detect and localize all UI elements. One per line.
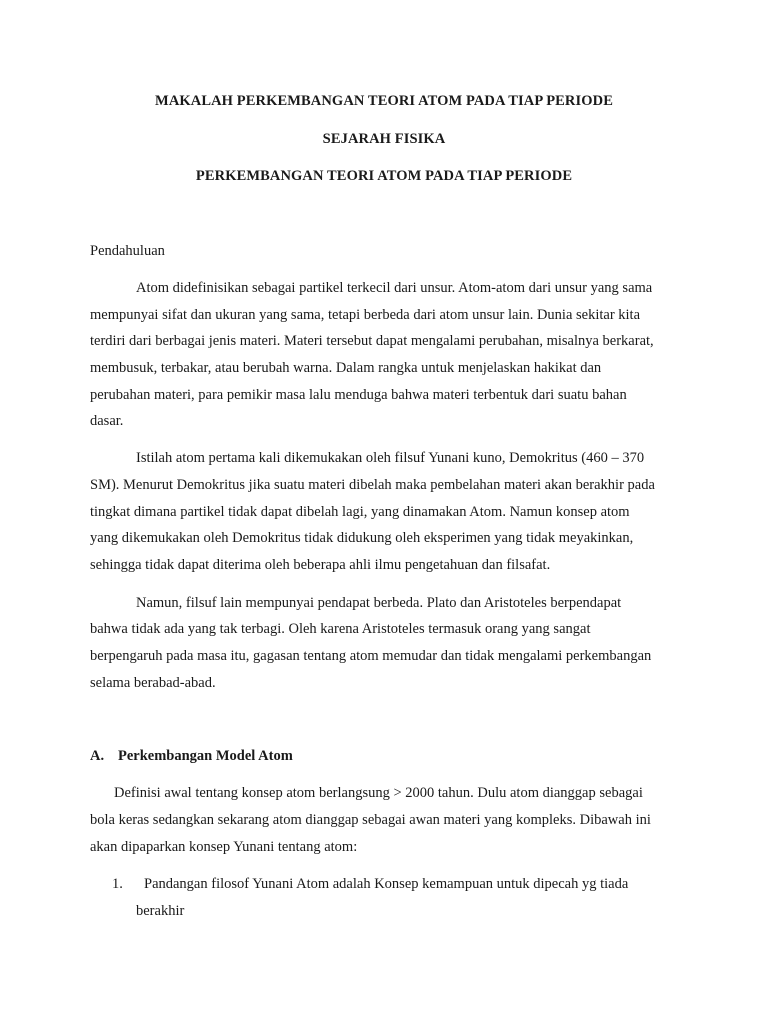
section-heading-a	[90, 748, 293, 765]
paragraph-line: selama berabad-abad.	[90, 675, 216, 691]
paragraph-line: perubahan materi, para pemikir masa lalu menduga bahwa materi terbentuk dari suatu bahan	[90, 387, 627, 403]
paragraph-line: Definisi awal tentang konsep atom berlangsung > 2000 tahun. Dulu atom dianggap sebagai	[114, 785, 643, 801]
paragraph-line: tingkat dimana partikel tidak dapat dibelah lagi, yang dinamakan Atom. Namun konsep atom	[90, 504, 630, 520]
list-item-line: Pandangan filosof Yunani Atom adalah Konsep kemampuan untuk dipecah yg tiada	[144, 876, 629, 892]
paragraph-line: Namun, filsuf lain mempunyai pendapat berbeda. Plato dan Aristoteles berpendapat	[136, 595, 622, 611]
document-topic-title: PERKEMBANGAN TEORI ATOM PADA TIAP PERIODE	[195, 168, 573, 184]
list-number: 1.	[112, 876, 123, 892]
document-title: MAKALAH PERKEMBANGAN TEORI ATOM PADA TIAP PERIODE	[155, 93, 613, 109]
paragraph-line: membusuk, terbakar, atau berubah warna. Dalam rangka untuk menjelaskan hakikat dan	[90, 360, 602, 376]
paragraph-line: bola keras sedangkan sekarang atom dianggap sebagai awan materi yang kompleks. Dibawah ini	[90, 812, 651, 828]
paragraph-line: bahwa tidak ada yang tak terbagi. Oleh karena Aristoteles termasuk orang yang sangat	[90, 621, 591, 637]
paragraph-line: Atom didefinisikan sebagai partikel terkecil dari unsur. Atom-atom dari unsur yang sama	[136, 280, 653, 296]
paragraph-line: dasar.	[90, 413, 124, 429]
paragraph-line: terdiri dari berbagai jenis materi. Materi tersebut dapat mengalami perubahan, misalnya berkarat,	[90, 333, 654, 349]
paragraph-line: akan dipaparkan konsep Yunani tentang atom:	[90, 839, 358, 855]
list-item-line: berakhir	[136, 903, 185, 919]
paragraph-line: SM). Menurut Demokritus jika suatu materi dibelah maka pembelahan materi akan berakhir pada	[90, 477, 655, 493]
section-heading-pendahuluan: Pendahuluan	[90, 243, 165, 259]
paragraph-line: sehingga tidak dapat diterima oleh beberapa ahli ilmu pengetahuan dan filsafat.	[90, 557, 551, 573]
document-subtitle: SEJARAH FISIKA	[322, 131, 446, 147]
paragraph-line: berpengaruh pada masa itu, gagasan tentang atom memudar dan tidak mengalami perkembangan	[90, 648, 652, 664]
paragraph-line: mempunyai sifat dan ukuran yang sama, tetapi berbeda dari atom unsur lain. Dunia sekitar kita	[90, 307, 641, 323]
section-title: Perkembangan Model Atom	[118, 748, 293, 764]
paragraph-line: yang dikemukakan oleh Demokritus tidak didukung oleh eksperimen yang tidak meyakinkan,	[90, 530, 634, 546]
paragraph-line: Istilah atom pertama kali dikemukakan oleh filsuf Yunani kuno, Demokritus (460 – 370	[136, 450, 645, 466]
section-marker: A.	[90, 748, 105, 764]
